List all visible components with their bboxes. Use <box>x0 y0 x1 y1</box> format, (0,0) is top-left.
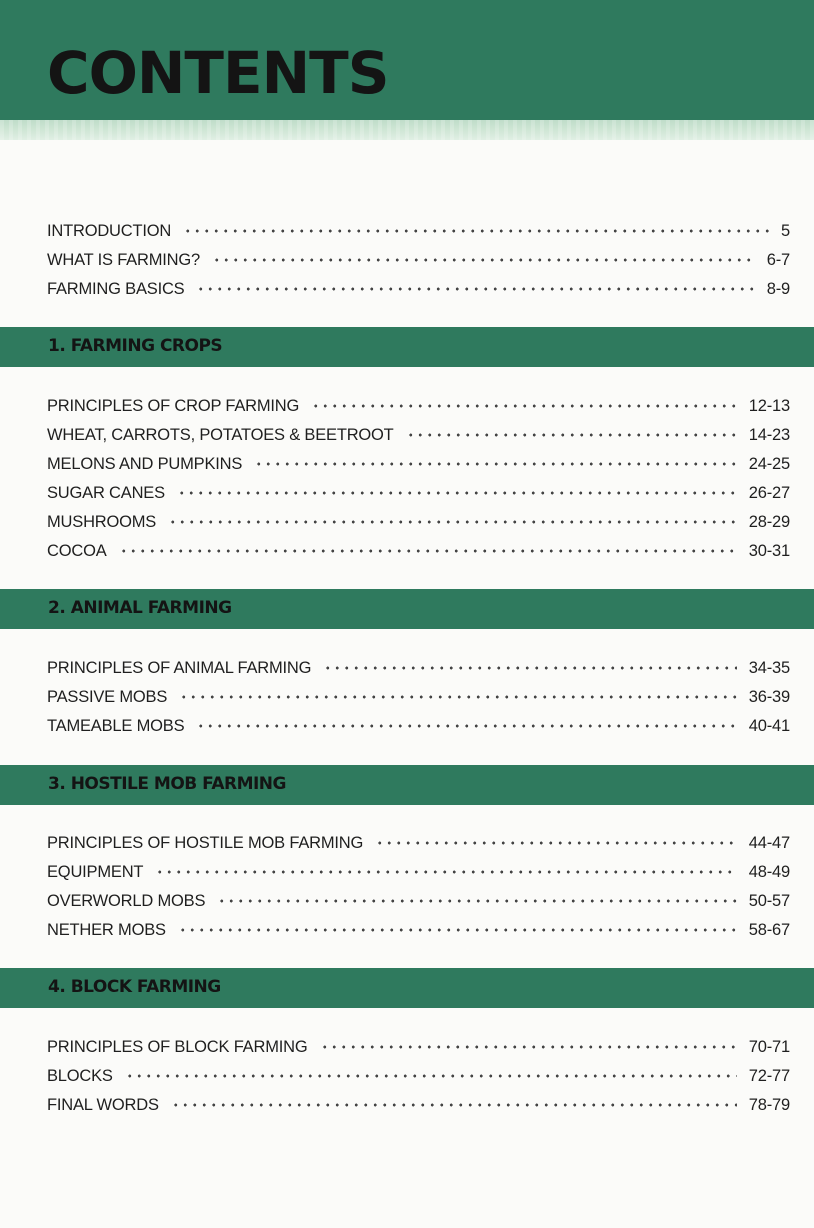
toc-entry[interactable] <box>47 423 790 447</box>
toc-entry-label: EQUIPMENT <box>47 862 144 881</box>
toc-entry[interactable] <box>47 656 790 680</box>
toc-entry-page: 6-7 <box>766 250 790 269</box>
toc-entry-label: PRINCIPLES OF BLOCK FARMING <box>47 1037 308 1056</box>
dot-leader <box>196 724 736 728</box>
section-title: 4. BLOCK FARMING <box>48 977 221 997</box>
toc-entry[interactable] <box>47 394 790 418</box>
toc-entry-page: 44-47 <box>748 833 790 852</box>
toc-entry[interactable] <box>47 714 790 738</box>
toc-entry-label: TAMEABLE MOBS <box>47 716 185 735</box>
toc-entry-label: BLOCKS <box>47 1066 113 1085</box>
section-header-block-farming[interactable] <box>0 968 814 1008</box>
toc-entry-page: 24-25 <box>748 454 790 473</box>
toc-entry[interactable] <box>47 1064 790 1088</box>
toc-entry[interactable] <box>47 685 790 709</box>
dot-leader <box>217 899 737 903</box>
toc-entry[interactable] <box>47 452 790 476</box>
toc-entry-label: MUSHROOMS <box>47 512 157 531</box>
section-title: 2. ANIMAL FARMING <box>48 598 232 618</box>
toc-entry-page: 5 <box>781 221 790 240</box>
toc-entry-page: 12-13 <box>748 396 790 415</box>
dot-leader <box>311 404 737 408</box>
toc-entry[interactable] <box>47 481 790 505</box>
toc-entry-label: PRINCIPLES OF ANIMAL FARMING <box>47 658 312 677</box>
dot-leader <box>171 1103 737 1107</box>
toc-entry-label: INTRODUCTION <box>47 221 172 240</box>
toc-entry-page: 72-77 <box>748 1066 790 1085</box>
section-title: 3. HOSTILE MOB FARMING <box>48 774 286 794</box>
toc-entry-label: PRINCIPLES OF CROP FARMING <box>47 396 300 415</box>
section-header-hostile-mob-farming[interactable] <box>0 765 814 805</box>
toc-entry-page: 30-31 <box>748 541 790 560</box>
dot-leader <box>196 287 754 291</box>
dot-leader <box>212 258 755 262</box>
dot-leader <box>168 520 737 524</box>
toc-entry-page: 48-49 <box>748 862 790 881</box>
toc-entry-label: PASSIVE MOBS <box>47 687 168 706</box>
toc-entry-page: 58-67 <box>748 920 790 939</box>
dot-leader <box>320 1045 737 1049</box>
toc-entry-label: PRINCIPLES OF HOSTILE MOB FARMING <box>47 833 364 852</box>
toc-entry-page: 14-23 <box>748 425 790 444</box>
section-header-farming-crops[interactable] <box>0 327 814 367</box>
toc-entry-page: 78-79 <box>748 1095 790 1114</box>
toc-entry-label: NETHER MOBS <box>47 920 166 939</box>
toc-entry-page: 26-27 <box>748 483 790 502</box>
dot-leader <box>177 491 737 495</box>
toc-entry-page: 40-41 <box>748 716 790 735</box>
toc-entry[interactable] <box>47 831 790 855</box>
toc-entry-page: 50-57 <box>748 891 790 910</box>
toc-entry[interactable] <box>47 277 790 301</box>
toc-entry-label: SUGAR CANES <box>47 483 165 502</box>
toc-entry-page: 70-71 <box>748 1037 790 1056</box>
toc-entry[interactable] <box>47 219 790 243</box>
section-header-animal-farming[interactable] <box>0 589 814 629</box>
dot-leader <box>179 695 737 699</box>
toc-entry[interactable] <box>47 1093 790 1117</box>
dot-leader <box>323 666 737 670</box>
toc-entry[interactable] <box>47 918 790 942</box>
toc-entry[interactable] <box>47 1035 790 1059</box>
toc-entry-page: 28-29 <box>748 512 790 531</box>
toc-entry[interactable] <box>47 248 790 272</box>
dot-leader <box>155 870 737 874</box>
dot-leader <box>375 841 737 845</box>
contents-header <box>0 0 814 120</box>
dot-leader <box>125 1074 737 1078</box>
toc-entry-page: 8-9 <box>766 279 790 298</box>
dot-leader <box>119 549 737 553</box>
toc-entry[interactable] <box>47 860 790 884</box>
decorative-band <box>0 120 814 140</box>
dot-leader <box>183 229 769 233</box>
toc-entry-label: WHEAT, CARROTS, POTATOES & BEETROOT <box>47 425 394 444</box>
toc-entry-label: FINAL WORDS <box>47 1095 159 1114</box>
toc-entry-label: FARMING BASICS <box>47 279 185 298</box>
toc-entry-label: WHAT IS FARMING? <box>47 250 200 269</box>
toc-entry-label: OVERWORLD MOBS <box>47 891 206 910</box>
toc-entry-page: 36-39 <box>748 687 790 706</box>
toc-entry-page: 34-35 <box>748 658 790 677</box>
dot-leader <box>178 928 737 932</box>
toc-entry-label: MELONS AND PUMPKINS <box>47 454 243 473</box>
toc-entry[interactable] <box>47 510 790 534</box>
toc-entry-label: COCOA <box>47 541 107 560</box>
page-title: CONTENTS <box>47 39 389 107</box>
dot-leader <box>254 462 737 466</box>
toc-entry[interactable] <box>47 889 790 913</box>
toc-entry[interactable] <box>47 539 790 563</box>
section-title: 1. FARMING CROPS <box>48 336 223 356</box>
dot-leader <box>406 433 737 437</box>
